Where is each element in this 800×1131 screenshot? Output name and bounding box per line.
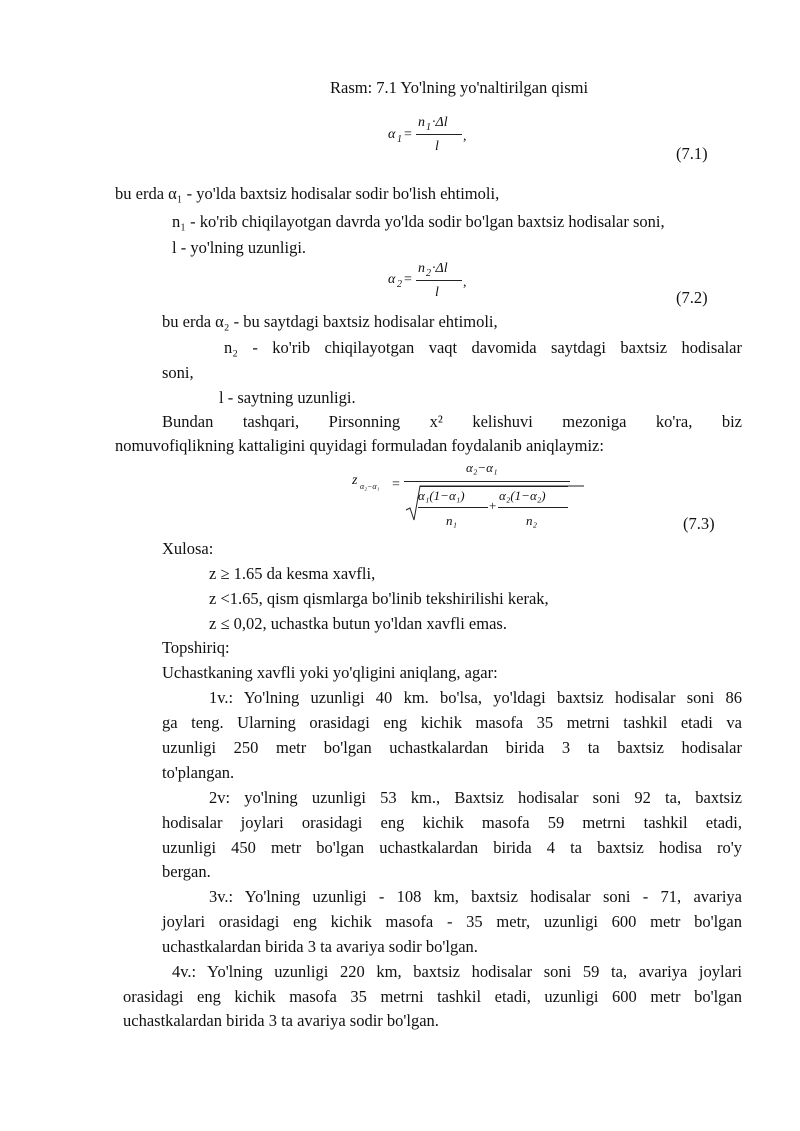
task-line: bergan. bbox=[162, 862, 211, 881]
text-line: Topshiriq: bbox=[162, 638, 230, 657]
task-line: uchastkalardan birida 3 ta avariya sodir bo'lgan. bbox=[162, 937, 478, 956]
formula-lhs: z bbox=[352, 473, 358, 488]
task-line: 1v.: Yo'lning uzunligi 40 km. bo'lsa, yo'ldagi baxtsiz hodisalar soni 86 bbox=[209, 688, 742, 707]
figure-caption: Rasm: 7.1 Yo'lning yo'naltirilgan qismi bbox=[330, 78, 589, 97]
term1-bar bbox=[418, 507, 488, 508]
text-line: z ≤ 0,02, uchastka butun yo'ldan xavfli emas. bbox=[209, 614, 507, 633]
term1-denominator: n₁ bbox=[446, 513, 458, 528]
plus-sign: + bbox=[489, 498, 497, 513]
formula-equals: = bbox=[404, 272, 412, 287]
text-line: Bundan tashqari, Pirsonning x² kelishuvi mezoniga ko'ra, biz bbox=[162, 412, 742, 431]
formula-num-rest: ·Δl bbox=[432, 261, 448, 276]
text-line: soni, bbox=[162, 363, 194, 382]
text-line: n₂ - ko'rib chiqilayotgan vaqt davomida saytdagi baxtsiz hodisalar bbox=[224, 338, 742, 357]
task-line: orasidagi eng kichik masofa 35 metrni tashkil etadi, uzunligi 600 metr bo'lgan bbox=[123, 987, 742, 1006]
formula-lhs-sub: α₂−α₁ bbox=[360, 482, 380, 491]
fraction-bar bbox=[416, 280, 462, 281]
task-line: ga teng. Ularning orasidagi eng kichik masofa 35 metrni tashkil etadi va bbox=[162, 713, 742, 732]
formula-num-sub: 2 bbox=[426, 268, 431, 279]
formula-equals: = bbox=[392, 477, 400, 492]
formula-num-sub: 1 bbox=[426, 122, 431, 133]
text-line: n₁ - ko'rib chiqilayotgan davrda yo'lda sodir bo'lgan baxtsiz hodisalar soni, bbox=[172, 212, 665, 231]
formula-tail: , bbox=[463, 275, 467, 290]
formula-den: l bbox=[435, 139, 439, 154]
text-line: l - saytning uzunligi. bbox=[219, 388, 356, 407]
task-line: uzunligi 250 metr bo'lgan uchastkalardan birida 3 ta baxtsiz hodisalar bbox=[162, 738, 742, 757]
task-line: to'plangan. bbox=[162, 763, 235, 782]
text-line: z ≥ 1.65 da kesma xavfli, bbox=[209, 564, 376, 583]
task-line: uzunligi 450 metr bo'lgan uchastkalardan birida 4 ta baxtsiz hodisa ro'y bbox=[162, 838, 742, 857]
formula-numerator: α₂−α₁ bbox=[466, 460, 498, 475]
formula-num-n: n bbox=[418, 261, 425, 276]
formula-num-n: n bbox=[418, 115, 425, 130]
text-line: nomuvofiqlikning kattaligini quyidagi formuladan foydalanib aniqlaymiz: bbox=[115, 436, 604, 455]
sqrt-overline bbox=[420, 486, 568, 487]
formula-num-rest: ·Δl bbox=[432, 115, 448, 130]
term2-bar bbox=[498, 507, 568, 508]
task-line: hodisalar joylari orasidagi eng kichik masofa 59 metrni tashkil etadi, bbox=[162, 813, 742, 832]
formula-lhs-sub: 2 bbox=[397, 279, 402, 290]
formula-lhs-sub: 1 bbox=[397, 134, 402, 145]
equation-number: (7.1) bbox=[676, 144, 708, 163]
task-line: 3v.: Yo'lning uzunligi - 108 km, baxtsiz hodisalar soni - 71, avariya bbox=[209, 887, 742, 906]
equation-number: (7.2) bbox=[676, 288, 708, 307]
text-line: bu erda α₁ - yo'lda baxtsiz hodisalar sodir bo'lish ehtimoli, bbox=[115, 184, 500, 203]
text-line: l - yo'lning uzunligi. bbox=[172, 238, 307, 257]
formula-tail: , bbox=[463, 129, 467, 144]
fraction-bar bbox=[416, 134, 462, 135]
formula-lhs: α bbox=[388, 127, 396, 142]
task-line: 4v.: Yo'lning uzunligi 220 km, baxtsiz hodisalar soni 59 ta, avariya joylari bbox=[172, 962, 742, 981]
term2-denominator: n₂ bbox=[526, 513, 538, 528]
equation-number: (7.3) bbox=[683, 514, 715, 533]
formula-equals: = bbox=[404, 127, 412, 142]
text-line: z <1.65, qism qismlarga bo'linib tekshirilishi kerak, bbox=[209, 589, 549, 608]
text-line: bu erda α₂ - bu saytdagi baxtsiz hodisalar ehtimoli, bbox=[162, 312, 498, 331]
term2-numerator: α₂(1−α₂) bbox=[499, 488, 546, 503]
formula-den: l bbox=[435, 285, 439, 300]
task-line: uchastkalardan birida 3 ta avariya sodir bo'lgan. bbox=[123, 1011, 439, 1030]
text-line: Xulosa: bbox=[162, 539, 214, 558]
text-line: Uchastkaning xavfli yoki yo'qligini aniqlang, agar: bbox=[162, 663, 498, 682]
task-line: 2v: yo'lning uzunligi 53 km., Baxtsiz hodisalar soni 92 ta, baxtsiz bbox=[209, 788, 742, 807]
task-line: joylari orasidagi eng kichik masofa - 35 metr, uzunligi 600 metr bo'lgan bbox=[162, 912, 742, 931]
fraction-bar bbox=[404, 481, 570, 482]
term1-numerator: α₁(1−α₁) bbox=[418, 488, 465, 503]
formula-lhs: α bbox=[388, 272, 396, 287]
